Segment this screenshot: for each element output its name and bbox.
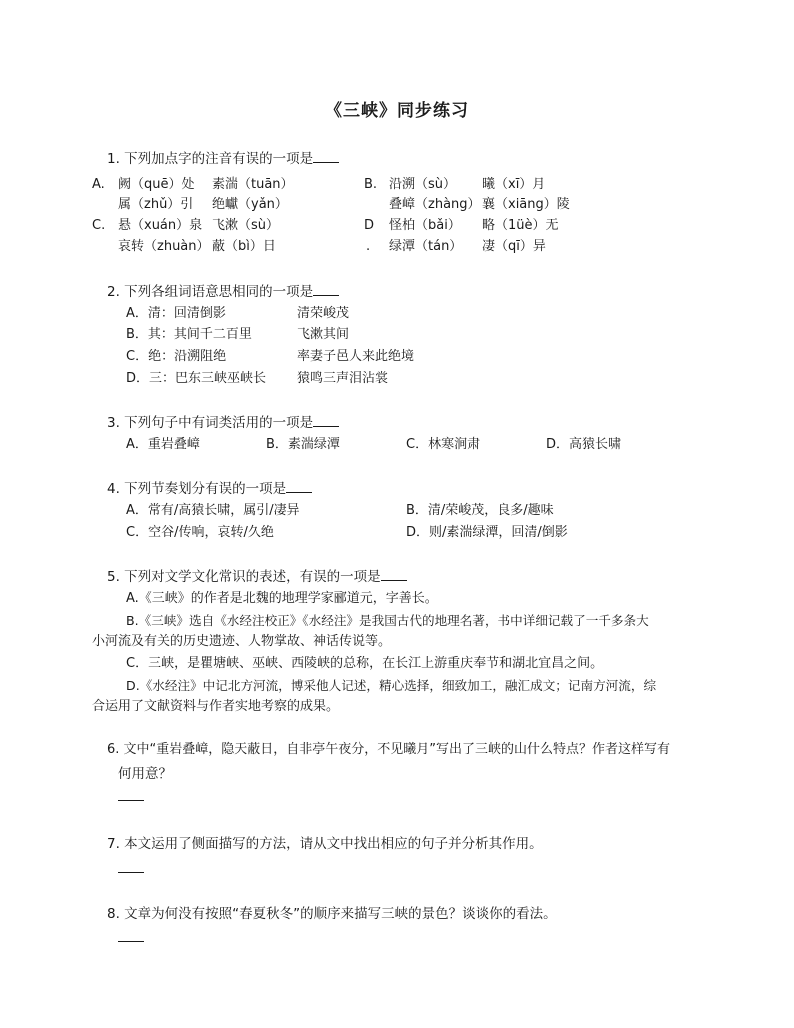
question-6-line1: 6. 文中“重岩叠嶂，隐天蔽日，自非亭午夜分，不见曦月”写出了三峡的山什么特点？作者这样写有 [107,742,671,757]
q1-option-d-item: 怪柏（bǎi） [389,218,461,233]
q5-option-d-line1: D.《水经注》中记北方河流，博采他人记述，精心选择，细致加工，融汇成文；记南方河流，综 [126,678,657,693]
q5-option-d-line2: 合运用了文献资料与作者实地考察的成果。 [92,699,340,714]
q5-option-b-line2: 小河流及有关的历史遗迹、人物掌故、神话传说等。 [92,634,392,649]
answer-blank [313,150,339,163]
q1-option-a-item: 绝巘（yǎn） [212,197,288,212]
answer-line-8[interactable] [118,941,144,942]
q4-option-c: C．空谷/传响，哀转/久绝 [126,525,274,540]
answer-line-6[interactable] [118,800,144,801]
question-2-text: 2. 下列各组词语意思相同的一项是 [107,284,314,300]
question-4-text: 4. 下列节奏划分有误的一项是 [107,481,287,497]
q2-option-a-compare: 清荣峻茂 [297,306,350,321]
q1-option-a-item: 素湍（tuān） [212,177,294,192]
q1-option-a-letter: A. [92,177,105,192]
q5-option-a: A.《三峡》的作者是北魏的地理学家郦道元，字善长。 [126,591,438,606]
q3-option-d: D．高猿长啸 [546,437,622,452]
q3-option-a: A．重岩叠嶂 [126,437,200,452]
q2-option-d: D．三：巴东三峡巫峡长 [126,371,267,386]
q2-option-a: A．清：回清倒影 [126,306,226,321]
answer-line-7[interactable] [118,872,144,873]
q5-option-c: C．三峡，是瞿塘峡、巫峡、西陵峡的总称，在长江上游重庆奉节和湖北宜昌之间。 [126,656,604,671]
q4-option-d: D．则/素湍绿潭，回清/倒影 [406,525,568,540]
question-6-line2: 何用意？ [118,766,172,782]
q1-option-d-item: 绿潭（tán） [389,239,463,254]
q4-option-b: B．清/荣峻茂，良多/趣味 [406,503,554,518]
page-title: 《三峡》同步练习 [325,101,469,121]
q1-option-b-letter: B. [364,177,378,192]
answer-blank [381,568,407,581]
q1-option-a-item: 阙（quē）处 [118,177,195,192]
q1-option-d-letter: D [364,218,375,233]
q2-option-c: C．绝：沿溯阻绝 [126,349,227,364]
q1-option-c-item: 悬（xuán）泉 [118,218,203,233]
q1-option-b-item: 沿溯（sù） [389,177,457,192]
q1-option-d-item: 略（1üè）无 [482,218,559,233]
q1-option-d-item: 凄（qī）异 [482,239,546,254]
question-5-text: 5. 下列对文学文化常识的表述，有误的一项是 [107,569,381,585]
question-1-text: 1. 下列加点字的注音有误的一项是 [107,151,314,167]
q5-option-b-line1: B.《三峡》选自《水经注校正》《水经注》是我国古代的地理名著，书中详细记载了一千多条大 [126,613,649,628]
q4-option-a: A．常有/高猿长啸，属引/凄异 [126,503,300,518]
q2-option-b-compare: 飞漱其间 [297,327,350,342]
question-2-stem [107,283,339,301]
question-5-stem [107,568,407,586]
q1-option-d-letter-dot: . [366,239,371,254]
q3-option-c: C．林寒涧肃 [406,437,481,452]
question-7-stem: 7. 本文运用了侧面描写的方法，请从文中找出相应的句子并分析其作用。 [107,836,543,852]
q1-option-c-item: 飞漱（sù） [212,218,280,233]
q1-option-c-letter: C. [92,218,106,233]
q1-option-c-item: 蔽（bì）日 [212,239,276,254]
answer-blank [313,414,339,427]
q1-option-a-item: 属（zhǔ）引 [118,197,194,212]
q2-option-d-compare: 猿鸣三声泪沾裳 [297,371,389,386]
question-3-stem [107,414,339,432]
q1-option-b-item: 叠嶂（zhàng） [389,197,481,212]
question-8-stem: 8. 文章为何没有按照“春夏秋冬”的顺序来描写三峡的景色？谈谈你的看法。 [107,906,557,922]
q1-option-b-item: 曦（xī）月 [482,177,546,192]
q1-option-c-item: 哀转（zhuàn） [118,239,210,254]
q2-option-c-compare: 率妻子邑人来此绝境 [297,349,415,364]
question-3-text: 3. 下列句子中有词类活用的一项是 [107,415,314,431]
q1-option-b-item: 襄（xiāng）陵 [482,197,570,212]
q2-option-b: B．其：其间千二百里 [126,327,252,342]
question-4-stem [107,480,312,498]
question-1-stem [107,150,339,168]
answer-blank [286,480,312,493]
answer-blank [313,283,339,296]
q3-option-b: B．素湍绿潭 [266,437,340,452]
